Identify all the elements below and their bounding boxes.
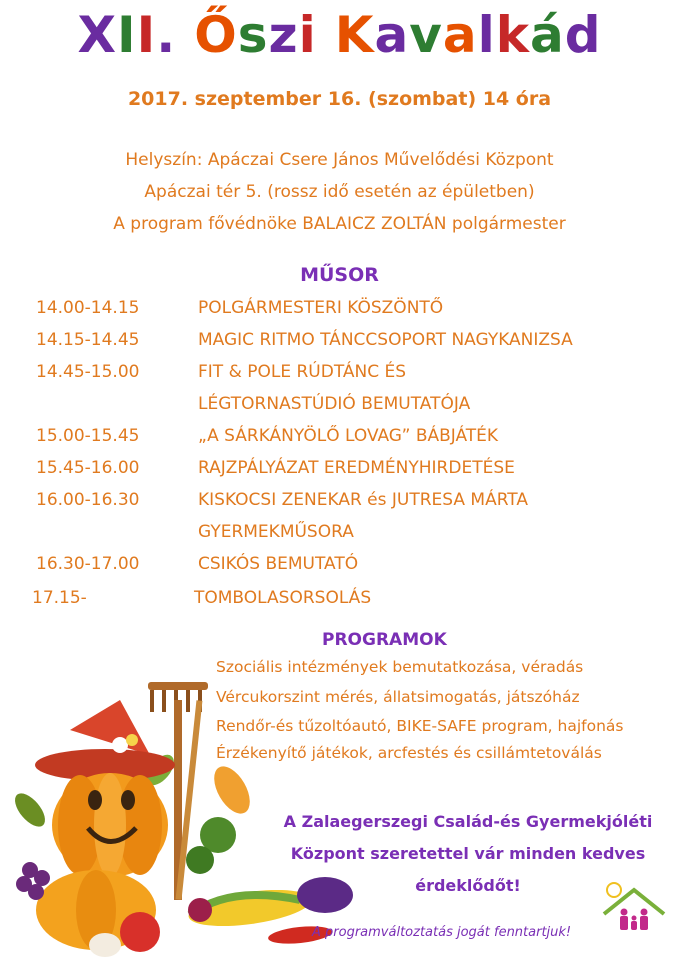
schedule-row	[36, 330, 666, 360]
program-item: Szociális intézmények bemutatkozása, véradás	[216, 658, 584, 676]
schedule-event: FIT & POLE RÚDTÁNC ÉS	[198, 362, 407, 382]
title-letter: l	[477, 6, 496, 64]
schedule-event: KISKOCSI ZENEKAR és JUTRESA MÁRTA	[198, 490, 528, 510]
schedule-row	[36, 362, 666, 392]
title-letter: a	[374, 6, 410, 64]
program-item: Vércukorszint mérés, állatsimogatás, játszóház	[216, 688, 580, 706]
schedule-heading: MŰSOR	[300, 264, 379, 286]
title-letter: K	[334, 6, 375, 64]
program-item: Rendőr-és tűzoltóautó, BIKE-SAFE program, hajfonás	[216, 717, 624, 735]
schedule-row	[32, 588, 666, 618]
program-item: Érzékenyítő játékok, arcfestés és csillámtetoválás	[216, 744, 602, 762]
event-date: 2017. szeptember 16. (szombat) 14 óra	[127, 88, 552, 110]
schedule-time: 16.30-17.00	[36, 554, 140, 574]
title-letter: v	[409, 6, 443, 64]
title-letter: s	[237, 6, 269, 64]
schedule-row	[36, 490, 666, 520]
patron-line: A program fővédnöke BALAICZ ZOLTÁN polgármester	[113, 214, 566, 234]
title-letter: I	[136, 6, 157, 64]
schedule-time: 16.00-16.30	[36, 490, 140, 510]
garlic-icon	[89, 933, 121, 957]
tomato-icon	[120, 912, 160, 952]
title-letter: z	[268, 6, 299, 64]
schedule-row	[36, 554, 666, 584]
leaf-icon	[207, 760, 257, 819]
address-line: Apáczai tér 5. (rossz idő esetén az épületben)	[144, 182, 535, 202]
schedule-event: TOMBOLASORSOLÁS	[194, 588, 372, 608]
schedule-row	[36, 458, 666, 488]
schedule-time: 15.00-15.45	[36, 426, 140, 446]
leaf-icon	[9, 788, 50, 831]
schedule-time: 15.45-16.00	[36, 458, 140, 478]
schedule-time: 14.45-15.00	[36, 362, 140, 382]
schedule-event: CSIKÓS BEMUTATÓ	[198, 554, 359, 574]
title-letter: Ő	[194, 6, 238, 64]
venue-line: Helyszín: Apáczai Csere János Művelődési Központ	[125, 150, 554, 170]
title-letter: d	[564, 6, 602, 64]
schedule-event: RAJZPÁLYÁZAT EREDMÉNYHIRDETÉSE	[198, 458, 515, 478]
schedule-event: LÉGTORNASTÚDIÓ BEMUTATÓJA	[198, 394, 471, 414]
schedule-row	[36, 426, 666, 456]
schedule-row	[36, 522, 666, 552]
organizer-line: érdeklődőt!	[415, 876, 521, 895]
schedule-time: 14.00-14.15	[36, 298, 140, 318]
beet-icon	[188, 898, 212, 922]
title-letter: i	[298, 6, 317, 64]
schedule-row	[36, 298, 666, 328]
organizer-line: Központ szeretettel vár minden kedves	[290, 844, 646, 863]
schedule-event: GYERMEKMŰSORA	[198, 522, 354, 542]
schedule-event: POLGÁRMESTERI KÖSZÖNTŐ	[198, 298, 444, 318]
title-letter: .	[156, 6, 177, 64]
programs-heading: PROGRAMOK	[322, 630, 447, 650]
title-letter: I	[117, 6, 137, 64]
title-letter: k	[495, 6, 530, 64]
family-house-logo	[600, 878, 668, 940]
title-letter: a	[442, 6, 478, 64]
schedule-row	[36, 394, 666, 424]
schedule-time: 14.15-14.45	[36, 330, 140, 350]
footer-note: A programváltoztatás jogát fenntartjuk!	[312, 925, 572, 940]
schedule-event: MAGIC RITMO TÁNCCSOPORT NAGYKANIZSA	[198, 330, 573, 350]
title-letter: X	[77, 6, 117, 64]
poster-title	[0, 6, 679, 64]
organizer-line: A Zalaegerszegi Család-és Gyermekjóléti	[283, 812, 653, 831]
title-letter: á	[530, 6, 565, 64]
pumpkin-character-icon	[35, 700, 175, 877]
schedule-event: „A SÁRKÁNYÖLŐ LOVAG” BÁBJÁTÉK	[198, 426, 499, 446]
schedule-time: 17.15-	[32, 588, 87, 608]
